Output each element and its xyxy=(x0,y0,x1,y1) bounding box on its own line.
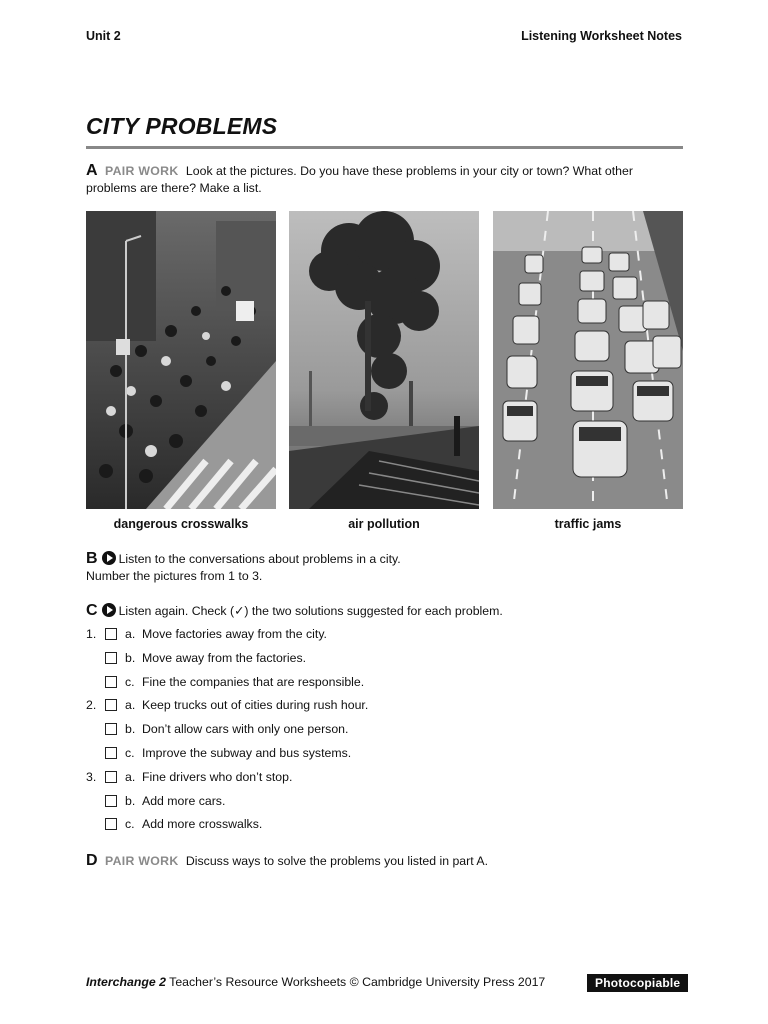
option-letter: a. xyxy=(125,698,136,713)
page-title: CITY PROBLEMS xyxy=(86,113,683,149)
footer-brand: Interchange 2 xyxy=(86,975,166,989)
checkbox-icon[interactable] xyxy=(105,628,117,640)
checkbox-icon[interactable] xyxy=(105,723,117,735)
solutions-list xyxy=(86,624,686,838)
list-item xyxy=(86,624,686,648)
section-b-letter: B xyxy=(86,550,98,567)
list-item xyxy=(86,648,686,672)
list-item xyxy=(86,695,686,719)
option-letter: a. xyxy=(125,627,136,641)
option-letter: a. xyxy=(125,769,136,784)
list-item xyxy=(86,767,686,791)
checkbox-icon[interactable] xyxy=(105,747,117,759)
section-c xyxy=(86,602,686,620)
option-letter: b. xyxy=(125,722,136,737)
section-d-text: Discuss ways to solve the problems you listed in part A. xyxy=(185,854,489,868)
option-text: Move away from the factories. xyxy=(142,650,307,665)
footer-copyright: Teacher’s Resource Worksheets © Cambridge University Press 2017 xyxy=(169,975,546,989)
option-text: Don’t allow cars with only one person. xyxy=(142,722,349,737)
section-d xyxy=(86,852,686,870)
checkbox-icon[interactable] xyxy=(105,676,117,688)
option-text: Add more cars. xyxy=(142,793,226,808)
photocopiable-badge: Photocopiable xyxy=(587,974,688,992)
option-text: Improve the subway and bus systems. xyxy=(142,745,352,760)
list-item xyxy=(86,791,686,815)
list-item xyxy=(86,719,686,743)
section-a-label: PAIR WORK xyxy=(104,164,179,178)
section-d-letter: D xyxy=(86,852,98,869)
checkbox-icon[interactable] xyxy=(105,699,117,711)
list-item xyxy=(86,814,686,838)
option-letter: c. xyxy=(125,674,135,689)
pictures-row xyxy=(86,211,683,509)
section-b xyxy=(86,550,686,585)
section-a-text: Look at the pictures. Do you have these problems in your city or town? What other problems are there? Make a list. xyxy=(86,164,633,195)
option-text: Keep trucks out of cities during rush hour. xyxy=(142,698,369,713)
section-a-letter: A xyxy=(86,162,98,179)
list-item xyxy=(86,672,686,696)
checkbox-icon[interactable] xyxy=(105,652,117,664)
option-letter: b. xyxy=(125,650,136,665)
section-b-line1: Listen to the conversations about problems in a city. xyxy=(118,552,401,566)
checkbox-icon[interactable] xyxy=(105,771,117,783)
caption-dangerous-crosswalks: dangerous crosswalks xyxy=(113,517,249,531)
question-number: 1. xyxy=(86,627,97,641)
option-text: Add more crosswalks. xyxy=(142,817,263,832)
caption-air-pollution: air pollution xyxy=(348,517,420,531)
worksheet-type: Listening Worksheet Notes xyxy=(521,29,682,43)
section-c-letter: C xyxy=(86,602,98,619)
audio-play-icon[interactable] xyxy=(102,551,116,565)
question-number: 3. xyxy=(86,769,97,784)
option-text: Fine drivers who don’t stop. xyxy=(142,769,293,784)
picture-traffic-jams xyxy=(493,211,683,509)
unit-label: Unit 2 xyxy=(86,29,121,43)
picture-dangerous-crosswalks xyxy=(86,211,276,509)
checkbox-icon[interactable] xyxy=(105,795,117,807)
section-d-label: PAIR WORK xyxy=(104,854,179,868)
option-letter: c. xyxy=(125,745,135,760)
question-number: 2. xyxy=(86,698,97,713)
option-text: Move factories away from the city. xyxy=(142,627,327,641)
audio-play-icon[interactable] xyxy=(102,603,116,617)
list-item xyxy=(86,743,686,767)
section-a xyxy=(86,162,686,197)
checkbox-icon[interactable] xyxy=(105,818,117,830)
section-c-instruction: Listen again. Check (✓) the two solutions suggested for each problem. xyxy=(118,604,503,618)
option-letter: c. xyxy=(125,817,135,832)
caption-traffic-jams: traffic jams xyxy=(554,517,622,531)
picture-air-pollution xyxy=(289,211,479,509)
option-letter: b. xyxy=(125,793,136,808)
section-b-line2: Number the pictures from 1 to 3. xyxy=(86,569,263,583)
option-text: Fine the companies that are responsible. xyxy=(142,674,365,689)
